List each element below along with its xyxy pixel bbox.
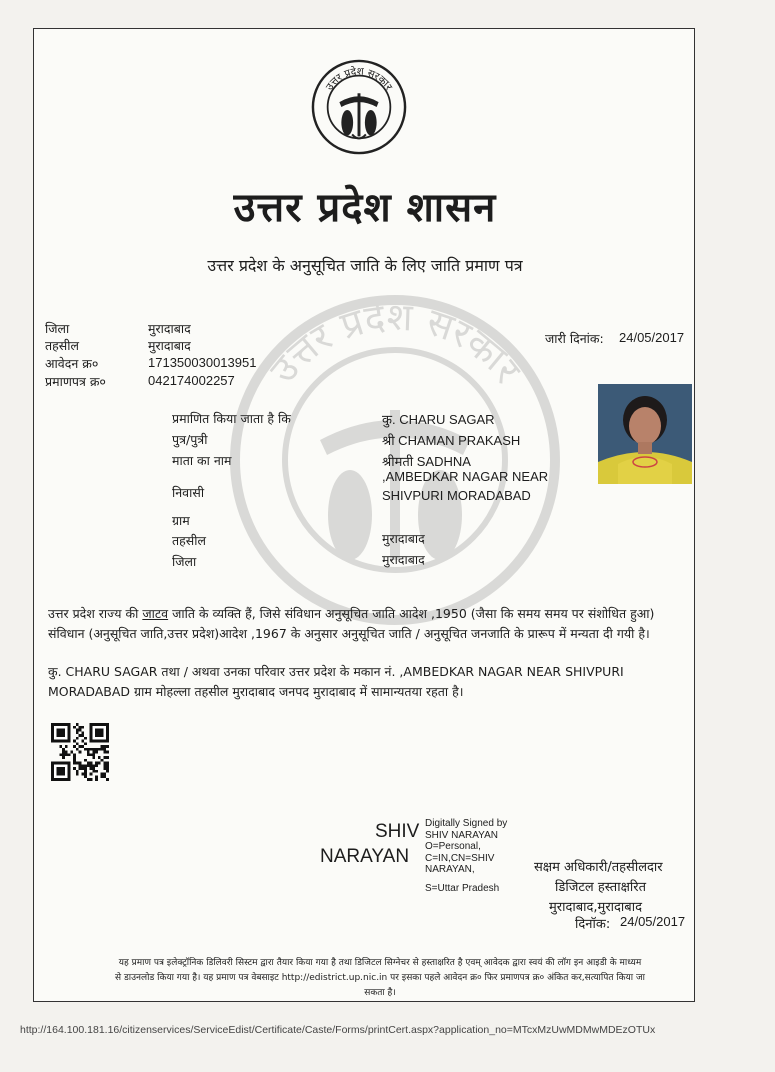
resident-address-line1: ,AMBEDKAR NAGAR NEAR [382,469,549,484]
details-district-label: जिला [172,554,197,569]
caste-name: जाटव [142,606,169,621]
details-district-value: मुरादाबाद [382,552,425,567]
authority-date-label: दिनॉक: [575,917,611,932]
residence-paragraph: कु. CHARU SAGAR तथा / अथवा उनका परिवार उत्तर प्रदेश के मकान नं. ,AMBEDKAR NAGAR NEAR SHIVPURI MORADABAD ग्राम मोहल्ला तहसील मुरादाबाद जनपद मुरादाबाद में सामान्यतया रहता है। [48,664,624,699]
footer-line-3: सकता है। [364,988,396,998]
authority-date: 24/05/2017 [620,914,686,929]
application-label: आवेदन क्र० [45,356,99,371]
details-tehsil-label: तहसील [172,533,206,548]
page-title: उत्तर प्रदेश शासन [233,184,497,231]
certificate-subtitle: उत्तर प्रदेश के अनुसूचित जाति के लिए जाति प्रमाण पत्र [207,256,523,275]
digital-signature-line: O=Personal, [425,841,481,852]
certificate-number: 042174002257 [148,373,235,388]
application-number: 171350030013951 [148,355,257,370]
up-government-emblem [310,58,408,156]
details-tehsil-value: मुरादाबाद [382,531,425,546]
father-name: श्री CHAMAN PRAKASH [382,433,521,448]
digital-signature-line: NARAYAN, [425,864,475,875]
digital-signature-line: Digitally Signed by [425,818,508,829]
signature-name-line2: NARAYAN [320,846,410,867]
authority-location: मुरादाबाद,मुरादाबाद [549,900,642,915]
caste-paragraph [48,604,693,644]
district-value: मुरादाबाद [148,321,191,336]
watermark-text: उत्तर प्रदेश सरकार [260,294,530,392]
resident-label: निवासी [172,485,205,500]
caste-paragraph-start: उत्तर प्रदेश राज्य की [48,606,143,621]
issue-date: 24/05/2017 [619,330,685,345]
mother-name: श्रीमती SADHNA [382,454,471,469]
authority-title: सक्षम अधिकारी/तहसीलदार [534,860,663,875]
authority-digital-signed: डिजिटल हस्ताक्षरित [555,880,646,895]
page-url: http://164.100.181.16/citizenservices/ServiceEdist/Certificate/Caste/Forms/printCert.aspx?application_no=MTcxMzUwMDMwMDEzOTUx [20,1024,656,1036]
digital-signature-line: C=IN,CN=SHIV [425,852,495,864]
digital-signature-line: SHIV NARAYAN [425,829,498,841]
signature-name-line1: SHIV [375,821,420,842]
resident-address-line2: SHIVPURI MORADABAD [382,488,531,503]
footer-line-1: यह प्रमाण पत्र इलेक्ट्रॉनिक डिलिवरी सिस्टम द्वारा तैयार किया गया है तथा डिजिटल सिग्नेचर से हस्ताक्षरित है एवम् आवेदक द्वारा स्वयं की लॉग इन आइडी के माध्यम [118,958,642,968]
footer-line-2: से डाउनलोड किया गया है। यह प्रमाण पत्र वेबसाइट http://edistrict.up.nic.in पर इसका पहले आवेदन क्र० फिर प्रमाणपत्र क्र० अंकित कर,सत्यापित किया जा [115,973,645,983]
issue-date-label: जारी दिनांक: [545,331,604,346]
qr-code [50,723,110,781]
signature-state: S=Uttar Pradesh [425,883,500,894]
emblem-text: उत्तर प्रदेश सरकार [323,65,395,93]
digital-signature-details [425,818,507,876]
tehsil-value: मुरादाबाद [148,338,191,353]
village-label: ग्राम [172,513,190,528]
applicant-photo [598,384,692,484]
certificate-number-label: प्रमाणपत्र क्र० [45,374,106,389]
caste-paragraph-end: जाति के व्यक्ति हैं, जिसे संविधान अनुसूचित जाति आदेश ,1950 (जैसा कि समय समय पर संशोधित हुआ) संविधान (अनुसूचित जाति,उत्तर प्रदेश)आदेश ,1967 के अनुसार अनुसूचित जाति / अनुसूचित जनजाति के प्रारूप में मन्यता दी गयी है। [48,606,655,641]
parent-label: पुत्र/पुत्री [172,432,208,447]
tehsil-label: तहसील [45,338,79,353]
svg-text:उत्तर प्रदेश सरकार [261,295,530,393]
applicant-name: कु. CHARU SAGAR [382,412,495,427]
mother-label: माता का नाम [172,453,232,468]
footer-note [55,956,705,1001]
certify-label: प्रमाणित किया जाता है कि [172,411,291,426]
district-label: जिला [45,321,70,336]
